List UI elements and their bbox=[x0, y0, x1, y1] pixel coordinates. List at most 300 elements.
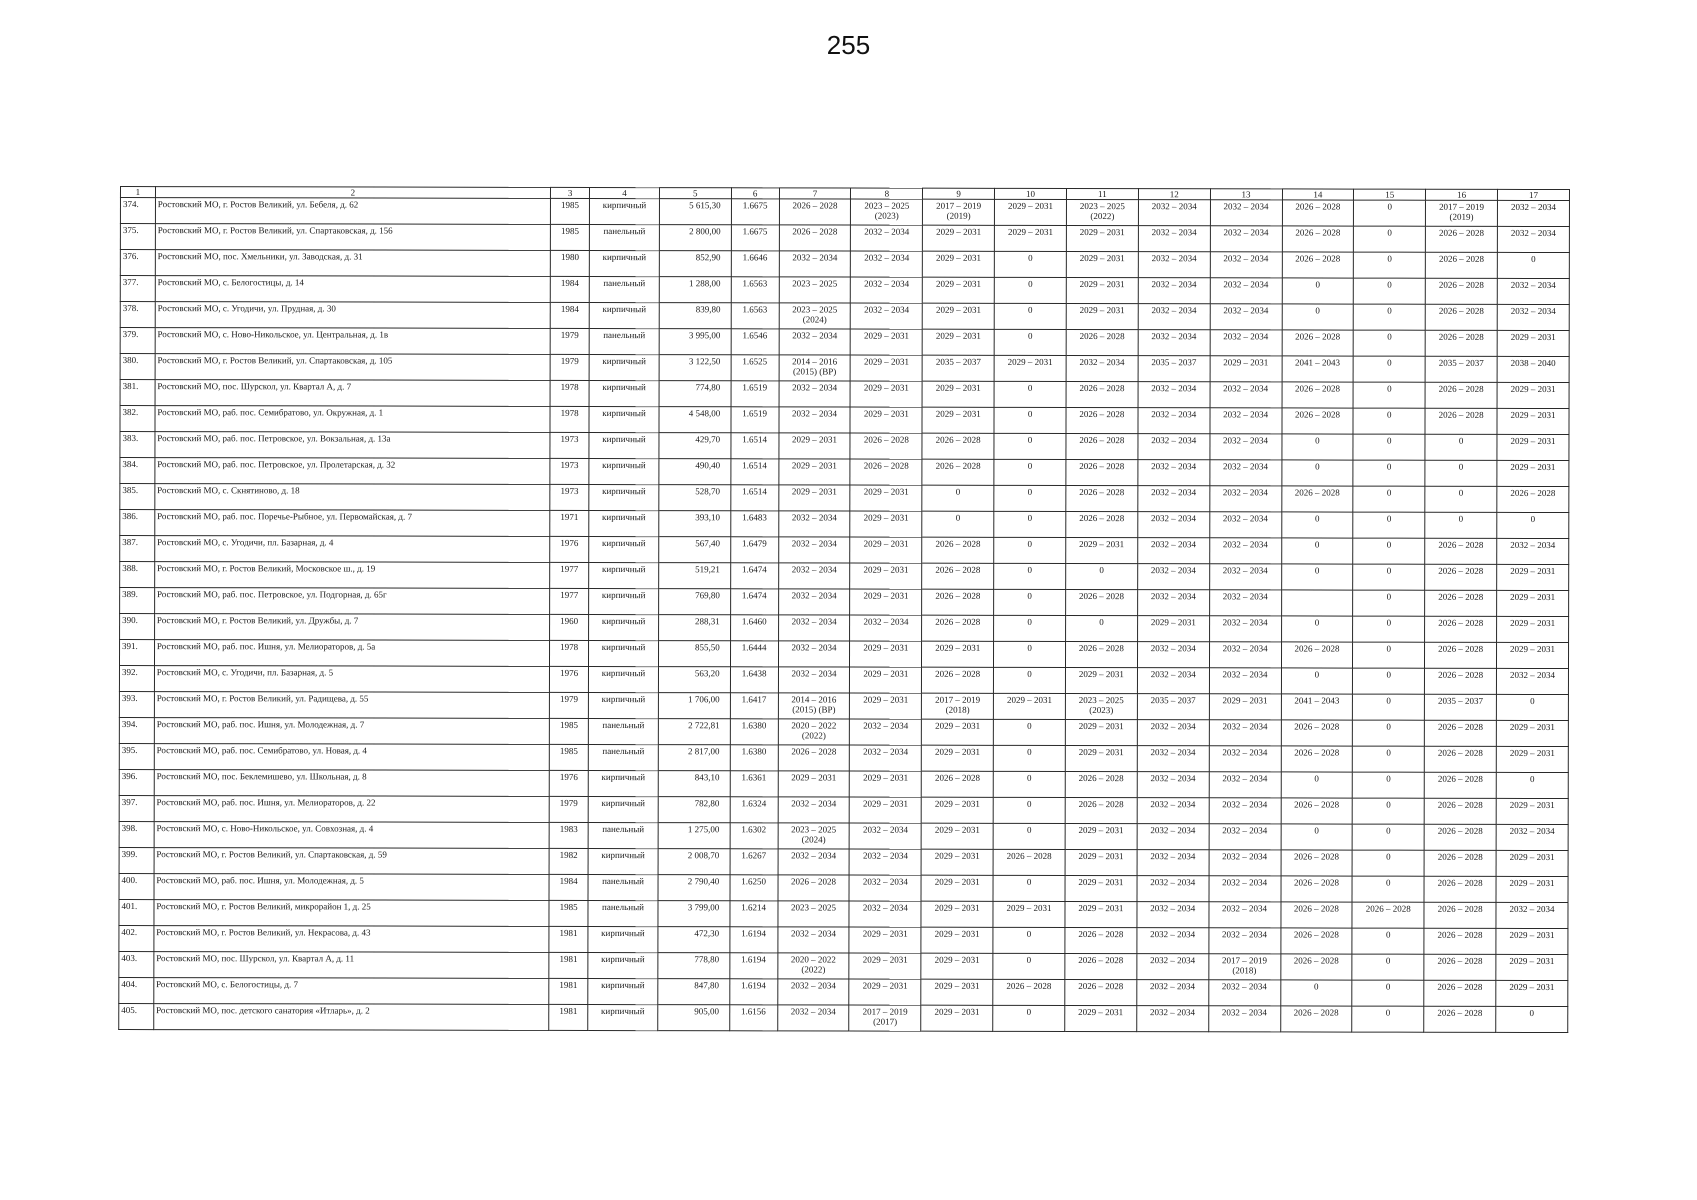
table-cell-col-11: 2029 – 2031 bbox=[1065, 719, 1137, 745]
table-cell-col-14: 2026 – 2028 bbox=[1281, 798, 1353, 824]
table-cell-col-15: 0 bbox=[1354, 304, 1426, 330]
table-cell-col-6: 1.6438 bbox=[730, 667, 778, 693]
table-cell-col-16: 2026 – 2028 bbox=[1425, 538, 1497, 564]
table-cell-col-8: 2032 – 2034 bbox=[851, 225, 923, 251]
table-cell-col-1: 391. bbox=[119, 640, 154, 666]
table-cell-col-17: 2029 – 2031 bbox=[1496, 954, 1568, 980]
table-cell-col-3: 1960 bbox=[550, 614, 589, 640]
table-cell-col-10: 0 bbox=[994, 667, 1066, 693]
table-cell-col-8: 2029 – 2031 bbox=[850, 511, 922, 537]
table-cell-col-14: 2026 – 2028 bbox=[1281, 486, 1353, 512]
table-cell-col-7: 2014 – 2016 (2015) (ВР) bbox=[778, 693, 850, 719]
table-cell-col-7: 2032 – 2034 bbox=[779, 329, 851, 355]
table-cell-col-9: 2029 – 2031 bbox=[922, 329, 994, 355]
table-cell-col-12: 2032 – 2034 bbox=[1138, 408, 1210, 434]
table-cell-col-4: кирпичный bbox=[589, 380, 659, 406]
table-cell-col-4: кирпичный bbox=[590, 198, 660, 224]
table-cell-col-12: 2032 – 2034 bbox=[1137, 668, 1209, 694]
table-cell-col-11: 2026 – 2028 bbox=[1066, 433, 1138, 459]
table-cell-col-10: 0 bbox=[993, 797, 1065, 823]
table-cell-col-8: 2029 – 2031 bbox=[850, 589, 922, 615]
table-cell-col-10: 0 bbox=[994, 537, 1066, 563]
table-cell-col-16: 2026 – 2028 bbox=[1424, 772, 1496, 798]
table-cell-col-14: 2041 – 2043 bbox=[1281, 694, 1353, 720]
table-cell-col-11: 2029 – 2031 bbox=[1065, 849, 1137, 875]
table-cell-col-11: 2026 – 2028 bbox=[1066, 381, 1138, 407]
table-cell-col-11: 2029 – 2031 bbox=[1066, 277, 1138, 303]
table-cell-col-4: панельный bbox=[588, 874, 658, 900]
table-cell-col-16: 2026 – 2028 bbox=[1425, 564, 1497, 590]
table-cell-col-9: 2017 – 2019 (2018) bbox=[922, 693, 994, 719]
table-cell-col-3: 1982 bbox=[549, 848, 588, 874]
table-cell-col-15: 0 bbox=[1354, 226, 1426, 252]
table-cell-col-1: 388. bbox=[120, 562, 155, 588]
table-cell-col-14: 2026 – 2028 bbox=[1280, 954, 1352, 980]
table-cell-col-9: 2029 – 2031 bbox=[921, 823, 993, 849]
table-cell-col-15: 0 bbox=[1354, 252, 1426, 278]
table-cell-col-3: 1976 bbox=[549, 770, 588, 796]
table-cell-col-3: 1979 bbox=[550, 328, 589, 354]
table-cell-col-9: 2026 – 2028 bbox=[922, 433, 994, 459]
table-cell-col-2: Ростовский МО, раб. пос. Петровское, ул. Подгорная, д. 65г bbox=[154, 588, 549, 615]
table-cell-col-6: 1.6675 bbox=[731, 199, 779, 225]
table-cell-col-7: 2029 – 2031 bbox=[779, 433, 851, 459]
table-row bbox=[120, 562, 1569, 591]
table-cell-col-15: 0 bbox=[1353, 408, 1425, 434]
table-cell-col-1: 399. bbox=[119, 847, 154, 873]
table-cell-col-15: 0 bbox=[1353, 590, 1425, 616]
table-cell-col-15: 0 bbox=[1353, 720, 1425, 746]
table-cell-col-9: 2029 – 2031 bbox=[922, 745, 994, 771]
table-cell-col-17: 2029 – 2031 bbox=[1496, 928, 1568, 954]
table-cell-col-6: 1.6267 bbox=[730, 849, 778, 875]
table-cell-col-7: 2032 – 2034 bbox=[779, 251, 851, 277]
table-cell-col-13: 2029 – 2031 bbox=[1209, 694, 1281, 720]
table-row bbox=[120, 458, 1569, 487]
table-cell-col-5: 3 799,00 bbox=[658, 901, 730, 927]
table-cell-col-11: 2032 – 2034 bbox=[1066, 355, 1138, 381]
table-cell-col-3: 1979 bbox=[550, 354, 589, 380]
table-cell-col-15: 0 bbox=[1352, 954, 1424, 980]
table-cell-col-4: кирпичный bbox=[589, 432, 659, 458]
table-cell-col-8: 2017 – 2019 (2017) bbox=[849, 1005, 921, 1031]
table-cell-col-14: 2026 – 2028 bbox=[1281, 720, 1353, 746]
table-cell-col-9: 2035 – 2037 bbox=[922, 355, 994, 381]
table-cell-col-13: 2032 – 2034 bbox=[1209, 824, 1281, 850]
table-row bbox=[120, 536, 1569, 565]
table-cell-col-1: 375. bbox=[120, 224, 155, 250]
table-row bbox=[120, 224, 1569, 253]
table-cell-col-15: 0 bbox=[1353, 382, 1425, 408]
table-row bbox=[120, 614, 1569, 643]
table-cell-col-6: 1.6417 bbox=[730, 693, 778, 719]
column-header-17: 17 bbox=[1498, 189, 1570, 200]
table-cell-col-7: 2032 – 2034 bbox=[778, 615, 850, 641]
table-cell-col-13: 2032 – 2034 bbox=[1208, 980, 1280, 1006]
table-cell-col-11: 0 bbox=[1066, 615, 1138, 641]
table-cell-col-13: 2032 – 2034 bbox=[1209, 538, 1281, 564]
table-cell-col-5: 847,80 bbox=[658, 979, 730, 1005]
table-cell-col-3: 1984 bbox=[550, 276, 589, 302]
table-cell-col-7: 2020 – 2022 (2022) bbox=[777, 953, 849, 979]
table-cell-col-12: 2032 – 2034 bbox=[1137, 564, 1209, 590]
table-cell-col-2: Ростовский МО, пос. детского санатория «Итларь», д. 2 bbox=[154, 1004, 549, 1031]
table-cell-col-11: 2029 – 2031 bbox=[1065, 745, 1137, 771]
table-cell-col-1: 389. bbox=[120, 588, 155, 614]
table-row bbox=[119, 795, 1568, 824]
table-cell-col-12: 2032 – 2034 bbox=[1137, 928, 1209, 954]
table-cell-col-5: 3 995,00 bbox=[659, 329, 731, 355]
table-cell-col-7: 2023 – 2025 (2024) bbox=[778, 823, 850, 849]
table-cell-col-6: 1.6646 bbox=[731, 251, 779, 277]
table-cell-col-14: 2041 – 2043 bbox=[1282, 356, 1354, 382]
table-cell-col-16: 2026 – 2028 bbox=[1425, 330, 1497, 356]
table-cell-col-2: Ростовский МО, с. Угодичи, пл. Базарная, д. 5 bbox=[154, 666, 549, 693]
table-cell-col-12: 2032 – 2034 bbox=[1137, 590, 1209, 616]
table-cell-col-5: 5 615,30 bbox=[659, 199, 731, 225]
table-cell-col-1: 382. bbox=[120, 406, 155, 432]
table-cell-col-1: 390. bbox=[120, 614, 155, 640]
table-cell-col-17: 2029 – 2031 bbox=[1497, 642, 1569, 668]
table-cell-col-9: 0 bbox=[922, 511, 994, 537]
table-cell-col-15: 0 bbox=[1353, 746, 1425, 772]
table-cell-col-9: 2029 – 2031 bbox=[922, 719, 994, 745]
table-cell-col-4: кирпичный bbox=[589, 666, 659, 692]
table-cell-col-1: 396. bbox=[119, 769, 154, 795]
table-cell-col-12: 2032 – 2034 bbox=[1138, 226, 1210, 252]
table-cell-col-1: 386. bbox=[120, 510, 155, 536]
table-cell-col-2: Ростовский МО, раб. пос. Поречье-Рыбное, ул. Первомайская, д. 7 bbox=[155, 510, 550, 537]
table-cell-col-13: 2032 – 2034 bbox=[1210, 278, 1282, 304]
table-cell-col-2: Ростовский МО, пос. Шурскол, ул. Квартал А, д. 7 bbox=[155, 380, 550, 407]
table-cell-col-2: Ростовский МО, раб. пос. Ишня, ул. Мелиораторов, д. 5а bbox=[154, 640, 549, 667]
table-row bbox=[120, 302, 1569, 331]
table-cell-col-7: 2032 – 2034 bbox=[779, 407, 851, 433]
table-cell-col-2: Ростовский МО, раб. пос. Петровское, ул. Пролетарская, д. 32 bbox=[155, 458, 550, 485]
table-cell-col-6: 1.6214 bbox=[730, 901, 778, 927]
table-cell-col-10: 2029 – 2031 bbox=[994, 355, 1066, 381]
table-cell-col-15: 0 bbox=[1353, 564, 1425, 590]
table-cell-col-3: 1978 bbox=[550, 406, 589, 432]
table-cell-col-15: 0 bbox=[1353, 642, 1425, 668]
table-cell-col-10: 2029 – 2031 bbox=[995, 199, 1067, 225]
table-cell-col-17: 2029 – 2031 bbox=[1497, 590, 1569, 616]
table-cell-col-6: 1.6525 bbox=[731, 355, 779, 381]
table-cell-col-2: Ростовский МО, с. Белогостицы, д. 7 bbox=[154, 978, 549, 1005]
table-cell-col-9: 2029 – 2031 bbox=[921, 875, 993, 901]
table-cell-col-7: 2023 – 2025 bbox=[778, 901, 850, 927]
table-cell-col-10: 0 bbox=[994, 381, 1066, 407]
table-cell-col-8: 2032 – 2034 bbox=[850, 615, 922, 641]
table-cell-col-10: 0 bbox=[994, 641, 1066, 667]
table-cell-col-13: 2017 – 2019 (2018) bbox=[1208, 954, 1280, 980]
table-cell-col-14: 0 bbox=[1281, 538, 1353, 564]
table-cell-col-14: 2026 – 2028 bbox=[1281, 408, 1353, 434]
table-cell-col-12: 2032 – 2034 bbox=[1138, 486, 1210, 512]
table-cell-col-16: 2026 – 2028 bbox=[1425, 252, 1497, 278]
table-cell-col-6: 1.6474 bbox=[730, 589, 778, 615]
table-cell-col-10: 2026 – 2028 bbox=[993, 979, 1065, 1005]
table-row bbox=[120, 276, 1569, 305]
table-cell-col-10: 0 bbox=[994, 251, 1066, 277]
table-cell-col-7: 2032 – 2034 bbox=[778, 667, 850, 693]
table-cell-col-7: 2032 – 2034 bbox=[778, 589, 850, 615]
table-cell-col-13: 2032 – 2034 bbox=[1209, 486, 1281, 512]
table-cell-col-7: 2026 – 2028 bbox=[778, 875, 850, 901]
table-cell-col-2: Ростовский МО, г. Ростов Великий, ул. Некрасова, д. 43 bbox=[154, 926, 549, 953]
table-cell-col-3: 1983 bbox=[549, 822, 588, 848]
table-cell-col-2: Ростовский МО, раб. пос. Петровское, ул. Вокзальная, д. 13а bbox=[155, 432, 550, 459]
table-cell-col-11: 2029 – 2031 bbox=[1065, 875, 1137, 901]
table-cell-col-9: 2029 – 2031 bbox=[921, 953, 993, 979]
table-cell-col-8: 2029 – 2031 bbox=[850, 407, 922, 433]
table-cell-col-12: 2032 – 2034 bbox=[1137, 798, 1209, 824]
table-cell-col-3: 1980 bbox=[550, 250, 589, 276]
table-cell-col-14: 0 bbox=[1281, 434, 1353, 460]
table-cell-col-5: 905,00 bbox=[658, 1005, 730, 1031]
table-cell-col-7: 2029 – 2031 bbox=[778, 771, 850, 797]
table-cell-col-6: 1.6194 bbox=[729, 979, 777, 1005]
table-row bbox=[120, 588, 1569, 617]
table-cell-col-5: 852,90 bbox=[659, 251, 731, 277]
housing-register-table bbox=[118, 186, 1570, 1033]
table-row bbox=[120, 354, 1569, 383]
table-cell-col-10: 0 bbox=[994, 615, 1066, 641]
table-cell-col-10: 2026 – 2028 bbox=[993, 849, 1065, 875]
table-cell-col-14: 2026 – 2028 bbox=[1282, 226, 1354, 252]
table-cell-col-3: 1985 bbox=[549, 900, 588, 926]
table-cell-col-2: Ростовский МО, г. Ростов Великий, ул. Спартаковская, д. 59 bbox=[154, 848, 549, 875]
table-cell-col-11: 2029 – 2031 bbox=[1065, 1005, 1137, 1031]
table-cell-col-15: 0 bbox=[1353, 434, 1425, 460]
table-cell-col-10: 2029 – 2031 bbox=[994, 225, 1066, 251]
table-cell-col-7: 2032 – 2034 bbox=[777, 1005, 849, 1031]
table-cell-col-4: кирпичный bbox=[589, 510, 659, 536]
table-cell-col-8: 2029 – 2031 bbox=[851, 329, 923, 355]
table-row bbox=[119, 873, 1568, 902]
table-cell-col-10: 0 bbox=[993, 927, 1065, 953]
table-cell-col-17: 2038 – 2040 bbox=[1497, 356, 1569, 382]
table-cell-col-13: 2032 – 2034 bbox=[1209, 616, 1281, 642]
table-cell-col-5: 3 122,50 bbox=[659, 355, 731, 381]
table-cell-col-2: Ростовский МО, с. Ново-Никольское, ул. Центральная, д. 1в bbox=[155, 328, 550, 355]
table-cell-col-11: 2029 – 2031 bbox=[1066, 303, 1138, 329]
table-cell-col-5: 769,80 bbox=[658, 589, 730, 615]
table-cell-col-10: 2029 – 2031 bbox=[994, 693, 1066, 719]
table-cell-col-8: 2029 – 2031 bbox=[850, 485, 922, 511]
table-cell-col-15: 0 bbox=[1353, 512, 1425, 538]
table-cell-col-10: 0 bbox=[994, 589, 1066, 615]
table-row bbox=[119, 640, 1568, 669]
table-cell-col-3: 1976 bbox=[550, 536, 589, 562]
table-cell-col-4: кирпичный bbox=[589, 484, 659, 510]
table-cell-col-1: 385. bbox=[120, 484, 155, 510]
table-cell-col-1: 405. bbox=[119, 1003, 154, 1029]
table-cell-col-9: 2029 – 2031 bbox=[922, 407, 994, 433]
table-cell-col-8: 2029 – 2031 bbox=[850, 667, 922, 693]
table-row bbox=[119, 1003, 1568, 1032]
table-cell-col-12: 2032 – 2034 bbox=[1137, 720, 1209, 746]
table-cell-col-6: 1.6479 bbox=[730, 537, 778, 563]
table-cell-col-3: 1979 bbox=[549, 692, 588, 718]
table-cell-col-15: 0 bbox=[1353, 486, 1425, 512]
table-cell-col-10: 0 bbox=[994, 485, 1066, 511]
table-cell-col-12: 2032 – 2034 bbox=[1137, 772, 1209, 798]
table-cell-col-16: 2026 – 2028 bbox=[1425, 720, 1497, 746]
table-cell-col-15: 0 bbox=[1352, 928, 1424, 954]
table-cell-col-16: 2035 – 2037 bbox=[1425, 356, 1497, 382]
table-cell-col-9: 2026 – 2028 bbox=[922, 667, 994, 693]
table-cell-col-17: 0 bbox=[1496, 694, 1568, 720]
table-cell-col-14: 0 bbox=[1281, 564, 1353, 590]
table-cell-col-13: 2032 – 2034 bbox=[1209, 746, 1281, 772]
table-cell-col-5: 2 817,00 bbox=[658, 745, 730, 771]
table-cell-col-6: 1.6546 bbox=[731, 329, 779, 355]
table-cell-col-6: 1.6514 bbox=[731, 433, 779, 459]
table-cell-col-12: 2032 – 2034 bbox=[1138, 460, 1210, 486]
table-cell-col-16: 2026 – 2028 bbox=[1424, 746, 1496, 772]
table-cell-col-14: 2026 – 2028 bbox=[1281, 876, 1353, 902]
table-cell-col-17: 2029 – 2031 bbox=[1496, 876, 1568, 902]
table-cell-col-9: 2026 – 2028 bbox=[922, 615, 994, 641]
table-cell-col-5: 1 288,00 bbox=[659, 277, 731, 303]
table-cell-col-17: 2029 – 2031 bbox=[1497, 408, 1569, 434]
table-cell-col-4: кирпичный bbox=[589, 692, 659, 718]
table-cell-col-13: 2032 – 2034 bbox=[1210, 330, 1282, 356]
table-cell-col-8: 2029 – 2031 bbox=[850, 797, 922, 823]
table-cell-col-8: 2032 – 2034 bbox=[850, 745, 922, 771]
table-cell-col-5: 567,40 bbox=[659, 537, 731, 563]
table-cell-col-3: 1985 bbox=[550, 198, 589, 224]
table-cell-col-11: 2026 – 2028 bbox=[1066, 459, 1138, 485]
table-cell-col-12: 2032 – 2034 bbox=[1137, 746, 1209, 772]
table-cell-col-3: 1973 bbox=[550, 432, 589, 458]
table-cell-col-6: 1.6156 bbox=[729, 1005, 777, 1031]
table-cell-col-6: 1.6324 bbox=[730, 797, 778, 823]
table-cell-col-4: кирпичный bbox=[589, 302, 659, 328]
table-cell-col-8: 2029 – 2031 bbox=[850, 771, 922, 797]
table-cell-col-8: 2032 – 2034 bbox=[849, 901, 921, 927]
table-cell-col-4: кирпичный bbox=[588, 926, 658, 952]
column-header-13: 13 bbox=[1210, 189, 1282, 200]
table-cell-col-5: 2 790,40 bbox=[658, 875, 730, 901]
table-cell-col-4: кирпичный bbox=[588, 952, 658, 978]
table-cell-col-3: 1973 bbox=[550, 484, 589, 510]
table-cell-col-9: 0 bbox=[922, 485, 994, 511]
table-cell-col-2: Ростовский МО, г. Ростов Великий, ул. Радищева, д. 55 bbox=[154, 692, 549, 719]
table-cell-col-13: 2032 – 2034 bbox=[1209, 772, 1281, 798]
table-cell-col-16: 0 bbox=[1425, 460, 1497, 486]
table-cell-col-15: 0 bbox=[1353, 798, 1425, 824]
table-cell-col-2: Ростовский МО, пос. Беклемишево, ул. Школьная, д. 8 bbox=[154, 770, 549, 797]
table-cell-col-7: 2023 – 2025 bbox=[779, 277, 851, 303]
table-cell-col-1: 393. bbox=[119, 691, 154, 717]
table-cell-col-12: 2032 – 2034 bbox=[1138, 330, 1210, 356]
table-cell-col-8: 2029 – 2031 bbox=[850, 563, 922, 589]
table-cell-col-12: 2032 – 2034 bbox=[1137, 980, 1209, 1006]
table-row bbox=[120, 198, 1569, 227]
table-cell-col-12: 2032 – 2034 bbox=[1137, 1006, 1209, 1032]
table-cell-col-1: 383. bbox=[120, 432, 155, 458]
table-cell-col-3: 1979 bbox=[549, 796, 588, 822]
table-cell-col-3: 1981 bbox=[549, 926, 588, 952]
table-cell-col-12: 2032 – 2034 bbox=[1137, 850, 1209, 876]
table-cell-col-14: 2026 – 2028 bbox=[1282, 200, 1354, 226]
table-row bbox=[120, 250, 1569, 279]
table-cell-col-16: 2026 – 2028 bbox=[1424, 902, 1496, 928]
table-cell-col-16: 2026 – 2028 bbox=[1424, 1006, 1496, 1032]
table-cell-col-17: 2029 – 2031 bbox=[1496, 850, 1568, 876]
table-cell-col-4: кирпичный bbox=[589, 354, 659, 380]
table-cell-col-1: 378. bbox=[120, 302, 155, 328]
table-cell-col-11: 2026 – 2028 bbox=[1065, 979, 1137, 1005]
table-cell-col-14: 2026 – 2028 bbox=[1281, 746, 1353, 772]
table-cell-col-11: 2029 – 2031 bbox=[1066, 251, 1138, 277]
table-cell-col-11: 2026 – 2028 bbox=[1065, 641, 1137, 667]
column-header-3: 3 bbox=[550, 187, 589, 198]
table-cell-col-17: 2032 – 2034 bbox=[1496, 824, 1568, 850]
table-cell-col-7: 2032 – 2034 bbox=[778, 563, 850, 589]
table-cell-col-6: 1.6483 bbox=[730, 511, 778, 537]
table-cell-col-8: 2029 – 2031 bbox=[850, 693, 922, 719]
table-cell-col-1: 381. bbox=[120, 380, 155, 406]
table-cell-col-16: 0 bbox=[1425, 434, 1497, 460]
table-cell-col-13: 2032 – 2034 bbox=[1209, 564, 1281, 590]
table-cell-col-13: 2029 – 2031 bbox=[1210, 356, 1282, 382]
table-cell-col-10: 0 bbox=[993, 1005, 1065, 1031]
table-cell-col-4: кирпичный bbox=[588, 978, 658, 1004]
table-cell-col-13: 2032 – 2034 bbox=[1210, 226, 1282, 252]
table-row bbox=[120, 510, 1569, 539]
table-cell-col-6: 1.6194 bbox=[730, 953, 778, 979]
table-cell-col-10: 0 bbox=[994, 459, 1066, 485]
table-cell-col-4: кирпичный bbox=[589, 588, 659, 614]
table-cell-col-12: 2032 – 2034 bbox=[1138, 278, 1210, 304]
table-cell-col-16: 0 bbox=[1425, 486, 1497, 512]
column-header-9: 9 bbox=[923, 188, 995, 199]
table-cell-col-6: 1.6302 bbox=[730, 823, 778, 849]
table-cell-col-1: 384. bbox=[120, 458, 155, 484]
table-cell-col-2: Ростовский МО, раб. пос. Ишня, ул. Молодежная, д. 5 bbox=[154, 874, 549, 901]
table-cell-col-13: 2032 – 2034 bbox=[1209, 668, 1281, 694]
table-cell-col-5: 472,30 bbox=[658, 927, 730, 953]
table-cell-col-10: 0 bbox=[994, 329, 1066, 355]
table-cell-col-15: 0 bbox=[1352, 850, 1424, 876]
table-cell-col-11: 2026 – 2028 bbox=[1066, 407, 1138, 433]
table-cell-col-6: 1.6563 bbox=[731, 303, 779, 329]
table-cell-col-11: 2026 – 2028 bbox=[1066, 485, 1138, 511]
table-cell-col-3: 1981 bbox=[549, 1004, 588, 1030]
table-cell-col-15: 0 bbox=[1352, 876, 1424, 902]
table-cell-col-10: 2029 – 2031 bbox=[993, 901, 1065, 927]
table-cell-col-12: 2032 – 2034 bbox=[1138, 512, 1210, 538]
column-header-16: 16 bbox=[1426, 189, 1498, 200]
table-cell-col-12: 2032 – 2034 bbox=[1138, 538, 1210, 564]
table-cell-col-1: 376. bbox=[120, 250, 155, 276]
table-cell-col-14: 0 bbox=[1281, 668, 1353, 694]
table-row bbox=[120, 484, 1569, 513]
table-cell-col-6: 1.6563 bbox=[731, 277, 779, 303]
table-cell-col-6: 1.6194 bbox=[730, 927, 778, 953]
table-cell-col-16: 2026 – 2028 bbox=[1424, 876, 1496, 902]
table-cell-col-6: 1.6514 bbox=[731, 485, 779, 511]
table-cell-col-9: 2029 – 2031 bbox=[921, 927, 993, 953]
table-cell-col-5: 288,31 bbox=[658, 615, 730, 641]
column-header-7: 7 bbox=[779, 188, 851, 199]
table-cell-col-5: 519,21 bbox=[659, 563, 731, 589]
table-cell-col-6: 1.6444 bbox=[730, 641, 778, 667]
table-cell-col-10: 0 bbox=[994, 303, 1066, 329]
